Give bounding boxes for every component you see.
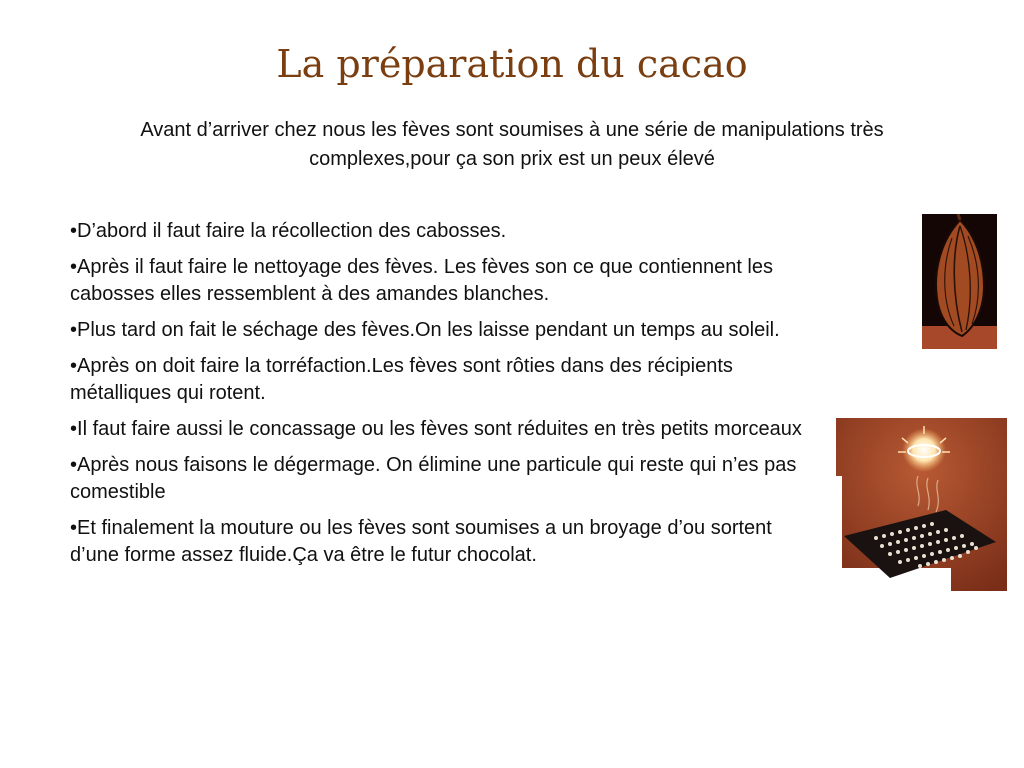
- list-item-text: Plus tard on fait le séchage des fèves.On les laisse pendant un temps au soleil.: [77, 319, 780, 341]
- list-item: [70, 452, 810, 506]
- list-item-text: Après on doit faire la torréfaction.Les fèves sont rôties dans des récipients métalliques qui rotent.: [70, 355, 733, 404]
- bullet-marker: •: [70, 418, 78, 440]
- bullet-list: [70, 218, 810, 578]
- bullet-marker: •: [70, 256, 78, 278]
- list-item: [70, 218, 810, 245]
- bullet-marker: •: [70, 454, 78, 476]
- list-item: [70, 515, 810, 569]
- slide-subtitle: Avant d’arriver chez nous les fèves sont soumises à une série de manipulations très complexes,pour ça son prix est un peux élevé: [140, 119, 884, 170]
- page-title: La préparation du cacao: [276, 42, 748, 86]
- bullet-marker: •: [70, 355, 78, 377]
- list-item: [70, 416, 810, 443]
- list-item-text: Il faut faire aussi le concassage ou les fèves sont réduites en très petits morceaux: [77, 418, 802, 440]
- bullet-marker: •: [70, 319, 78, 341]
- list-item: [70, 254, 810, 308]
- list-item: [70, 353, 810, 407]
- list-item: [70, 317, 810, 344]
- list-item-text: Et finalement la mouture ou les fèves sont soumises a un broyage d’ou sortent d’une forme assez fluide.Ça va être le futur chocolat.: [70, 517, 772, 566]
- list-item-text: Après il faut faire le nettoyage des fèves. Les fèves son ce que contiennent les cabosses elles ressemblent à des amandes blanches.: [70, 256, 774, 305]
- list-item-text: Après nous faisons le dégermage. On élimine une particule qui reste qui n’es pas comestible: [70, 454, 797, 503]
- cacao-pod-icon: [922, 214, 997, 349]
- list-item-text: D’abord il faut faire la récollection des cabosses.: [77, 220, 507, 242]
- roasting-tray-icon: [836, 418, 1007, 591]
- bullet-marker: •: [70, 517, 78, 539]
- bullet-marker: •: [70, 220, 78, 242]
